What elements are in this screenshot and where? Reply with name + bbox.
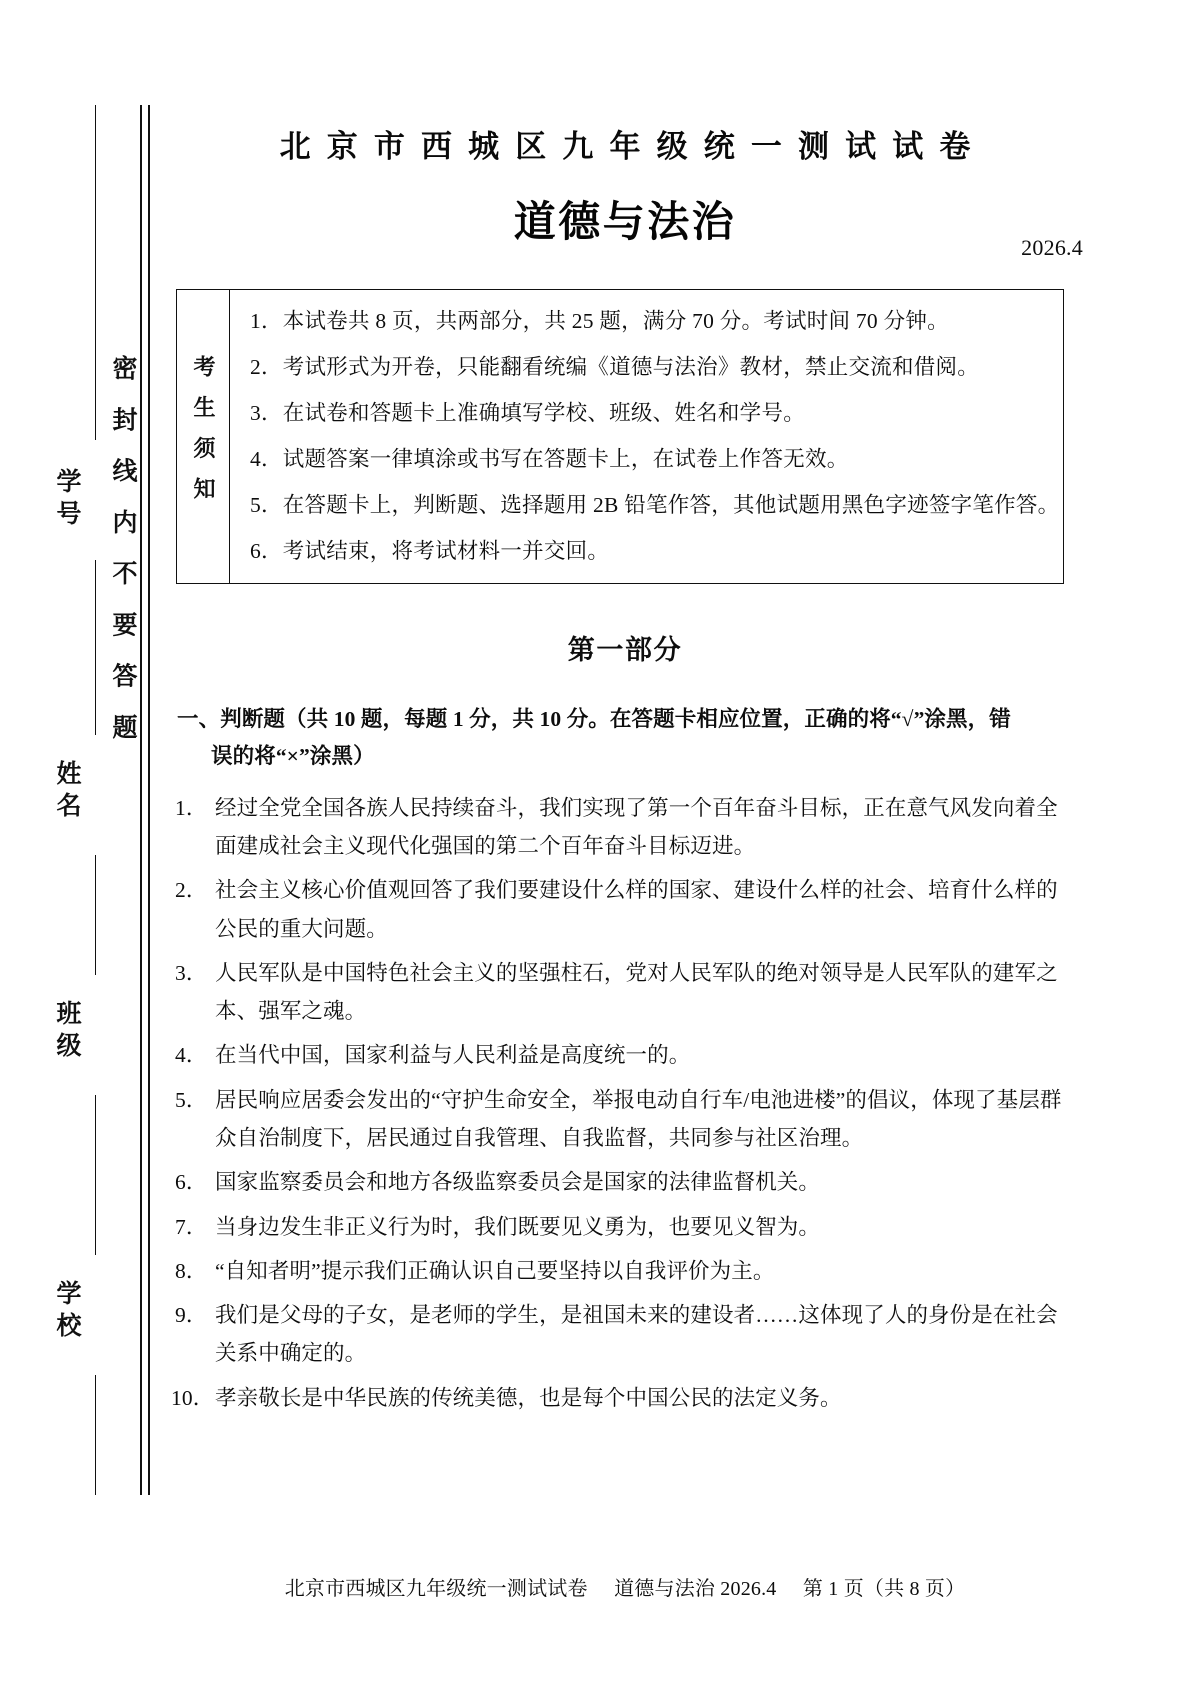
question-item [175,1036,1075,1074]
candidate-notice-items [230,290,1073,583]
seal-field-label-school: 学校 [53,1280,80,1344]
seal-rule-outer [148,105,150,1495]
rule-gap-class [88,975,104,1095]
question-text: 我们是父母的子女，是老师的学生，是祖国未来的建设者……这体现了人的身份是在社会关系中确定的。 [215,1303,1058,1366]
question-item [175,954,1075,1031]
page-footer [175,1572,1075,1601]
question-number: 7． [175,1214,208,1239]
footer-subject-date: 道德与法治 2026.4 [614,1578,777,1600]
question-number: 2． [175,878,208,903]
candidate-notice-label-text: 考生须知 [191,355,216,518]
seal-field-label-class: 班级 [53,1000,80,1064]
question-item [171,1379,1075,1417]
question-number: 8． [175,1258,208,1283]
footer-page-number: 第 1 页（共 8 页） [802,1578,966,1600]
question-text: 孝亲敬长是中华民族的传统美德，也是每个中国公民的法定义务。 [215,1385,842,1410]
notice-item: 2．考试形式为开卷，只能翻看统编《道德与法治》教材，禁止交流和借阅。 [250,355,980,380]
candidate-notice-label [177,290,230,583]
question-list [171,789,1075,1417]
question-number: 10． [171,1385,215,1410]
candidate-notice-box [176,289,1064,584]
question-text: 人民军队是中国特色社会主义的坚强柱石，党对人民军队的绝对领导是人民军队的建军之本、强军之魂。 [215,960,1058,1024]
section-directive [175,701,1075,775]
question-item [175,1252,1075,1290]
paper-content [171,0,1083,1423]
footer-source: 北京市西城区九年级统一测试试卷 [284,1578,588,1600]
question-item [175,789,1075,866]
question-number: 3． [175,960,208,985]
subject-row [175,200,1083,263]
question-text: 在当代中国，国家利益与人民利益是高度统一的。 [215,1043,691,1068]
question-item [175,1081,1075,1158]
question-text: 国家监察委员会和地方各级监察委员会是国家的法律监督机关。 [215,1170,821,1195]
paper-date: 2026.4 [1021,235,1083,261]
section-directive-line1: 一、判断题（共 10 题，每题 1 分，共 10 分。在答题卡相应位置，正确的将“√”涂黑，错 [177,706,1011,731]
question-item [175,871,1075,948]
question-number: 9． [175,1303,208,1328]
rule-gap-name [88,735,104,855]
rule-gap-student-id [88,440,104,560]
notice-item: 3．在试卷和答题卡上准确填写学校、班级、姓名和学号。 [250,401,805,426]
notice-item: 4．试题答案一律填涂或书写在答题卡上，在试卷上作答无效。 [250,447,849,472]
question-number: 6． [175,1170,208,1195]
question-item [175,1296,1075,1373]
question-text: 社会主义核心价值观回答了我们要建设什么样的国家、建设什么样的社会、培育什么样的公民的重大问题。 [215,878,1058,941]
question-text: “自知者明”提示我们正确认识自己要坚持以自我评价为主。 [215,1258,775,1283]
question-number: 5． [175,1087,208,1112]
seal-rule-inner [140,105,142,1495]
question-text: 居民响应居委会发出的“守护生命安全，举报电动自行车/电池进楼”的倡议，体现了基层群众自治制度下，居民通过自我管理、自我监督，共同参与社区治理。 [215,1087,1062,1150]
notice-item: 6．考试结束，将考试材料一并交回。 [250,538,610,563]
question-number: 4． [175,1043,208,1068]
notice-item: 5．在答题卡上，判断题、选择题用 2B 铅笔作答，其他试题用黑色字迹签字笔作答。 [250,493,1060,517]
subject-title: 道德与法治 [513,200,737,247]
seal-line-margin [0,0,170,1682]
seal-line-phrase: 密封线内不要答题 [109,355,136,765]
question-text: 当身边发生非正义行为时，我们既要见义勇为，也要见义智为。 [215,1214,821,1239]
question-item [175,1208,1075,1246]
seal-field-label-name: 姓名 [53,760,80,824]
question-item [175,1163,1075,1201]
question-text: 经过全党全国各族人民持续奋斗，我们实现了第一个百年奋斗目标，正在意气风发向着全面建成社会主义现代化强国的第二个百年奋斗目标迈进。 [215,795,1058,859]
question-number: 1． [175,795,208,820]
seal-field-label-student-id: 学号 [53,468,80,532]
part-heading: 第一部分 [567,634,683,665]
rule-gap-school [88,1255,104,1375]
notice-item: 1．本试卷共 8 页，共两部分，共 25 题，满分 70 分。考试时间 70 分钟。 [250,309,949,334]
section-directive-line2: 误的将“×”涂黑） [211,743,375,768]
page-title: 北京市西城区九年级统一测试试卷 [279,129,987,164]
